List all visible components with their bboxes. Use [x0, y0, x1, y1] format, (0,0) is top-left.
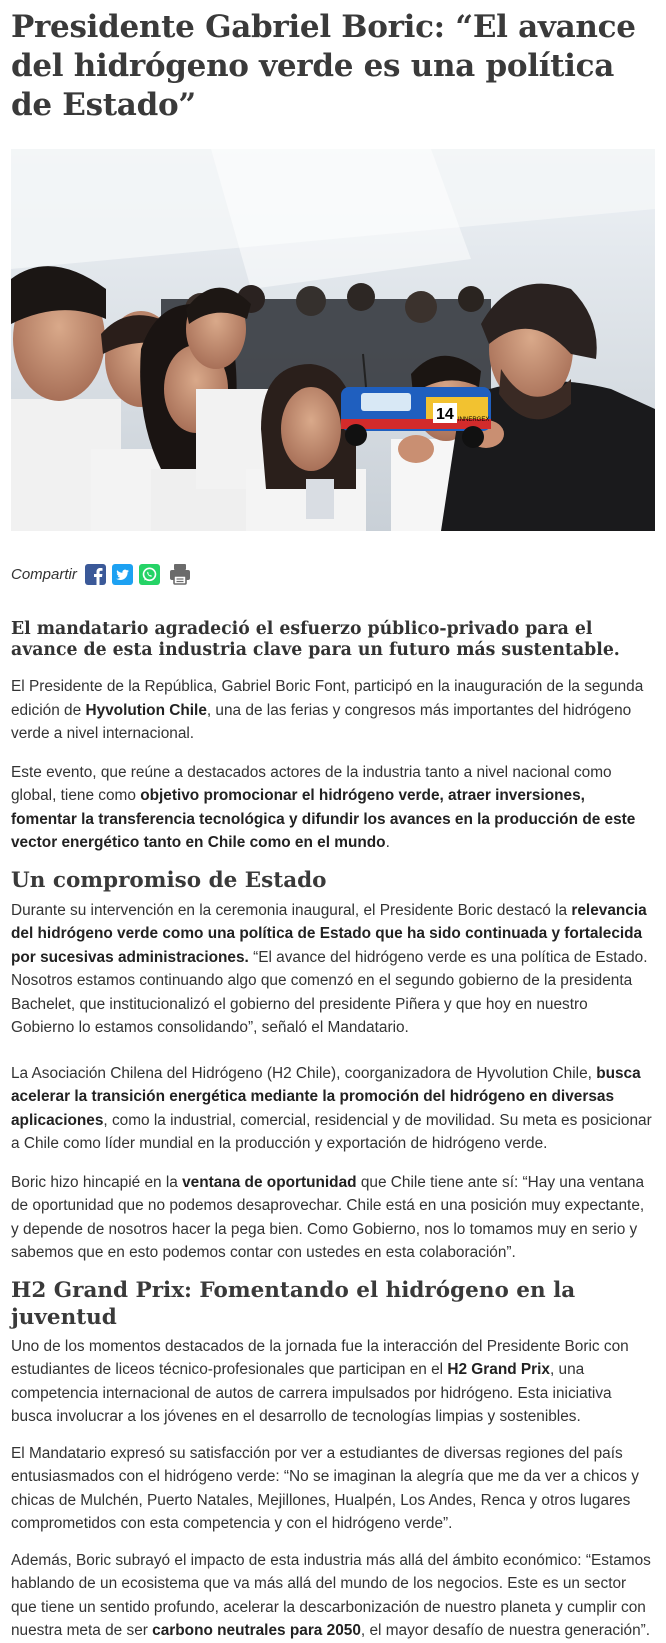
section-heading-grand-prix: H2 Grand Prix: Fomentando el hidrógeno en la juventud — [11, 1277, 576, 1330]
article-title: Presidente Gabriel Boric: “El avance del hidrógeno verde es una política de Estado” — [11, 9, 636, 123]
share-bar — [11, 561, 655, 587]
facebook-icon — [85, 564, 106, 585]
car-number: 14 — [436, 406, 454, 423]
paragraph-4: La Asociación Chilena del Hidrógeno (H2 Chile), coorganizadora de Hyvolution Chile, busca acelerar la transición energética mediante la promoción del hidrógeno en diversas aplicaciones, como la industrial, comercial, residencial y de movilidad. Su meta es posicionar a Chile como líder mundial en la producción y exportación de hidrógeno verde. — [11, 1064, 652, 1152]
paragraph-5: Boric hizo hincapié en la ventana de oportunidad que Chile tiene ante sí: “Hay una ventana de oportunidad que no podemos desaprovechar. Chile está en una posición muy expectante, y depende de nosotros hacer la pega bien. Como Gobierno, nos lo tomamos muy en serio y sabemos que en esto podemos contar con ustedes en esta colaboración”. — [11, 1173, 645, 1261]
paragraph-7: El Mandatario expresó su satisfacción por ver a estudiantes de diversas regiones del país entusiasmados con el hidrógeno verde: “No se imaginan la alegría que me da ver a chicos y chicas de Mulchén, Puerto Natales, Mejillones, Hualpén, Los Andes, Renca y otros lugares comprometidos con esta competencia y con el hidrógeno verde”. — [11, 1444, 639, 1532]
hero-photo-illustration — [11, 149, 655, 531]
print-icon — [168, 562, 192, 586]
car-brand: INNERGEX — [458, 417, 490, 423]
article-lead: El mandatario agradeció el esfuerzo público-privado para el avance de esta industria clave para un futuro más sustentable. — [11, 619, 620, 660]
section-heading-compromiso: Un compromiso de Estado — [11, 867, 327, 893]
paragraph-8: Además, Boric subrayó el impacto de esta industria más allá del ámbito económico: “Estamos hablando de un ecosistema que va más allá del mundo de los negocios. Este es un sector que tiene un sentido profundo, acelerar la descarbonización de nuestro planeta y cumplir con nuestra meta de ser carbono neutrales para 2050, el mayor desafío de nuestra generación”. — [11, 1551, 651, 1639]
hero-image — [11, 149, 655, 531]
paragraph-2: Este evento, que reúne a destacados actores de la industria tanto a nivel nacional como global, tiene como objetivo promocionar el hidrógeno verde, atraer inversiones, fomentar la transferencia tecnológica y difundir los avances en la producción de este vector energético tanto en Chile como en el mundo. — [11, 763, 636, 851]
twitter-icon — [112, 564, 133, 585]
whatsapp-share-button[interactable] — [139, 564, 160, 585]
share-label: Compartir — [11, 565, 77, 583]
twitter-share-button[interactable] — [112, 564, 133, 585]
paragraph-6: Uno de los momentos destacados de la jornada fue la interacción del Presidente Boric con estudiantes de liceos técnico-profesionales que participan en el H2 Grand Prix, una competencia internacional de autos de carrera impulsados por hidrógeno. Esta iniciativa busca involucrar a los jóvenes en el desarrollo de tecnologías limpias y sostenibles. — [11, 1337, 629, 1425]
whatsapp-icon — [139, 564, 160, 585]
facebook-share-button[interactable] — [85, 564, 106, 585]
paragraph-1: El Presidente de la República, Gabriel Boric Font, participó en la inauguración de la segunda edición de Hyvolution Chile, una de las ferias y congresos más importantes del hidrógeno verde a nivel internacional. — [11, 678, 644, 742]
paragraph-3: Durante su intervención en la ceremonia inaugural, el Presidente Boric destacó la relevancia del hidrógeno verde como una política de Estado que ha sido continuada y fortalecida por sucesivas administraciones. “El avance del hidrógeno verde es una política de Estado. Nosotros estamos continuando algo que comenzó en el segundo gobierno de la presidenta Bachelet, que institucionalizó el gobierno del presidente Piñera y que hoy en nuestro Gobierno lo estamos consolidando”, señaló el Mandatario. — [11, 901, 648, 1036]
print-button[interactable] — [168, 562, 192, 586]
